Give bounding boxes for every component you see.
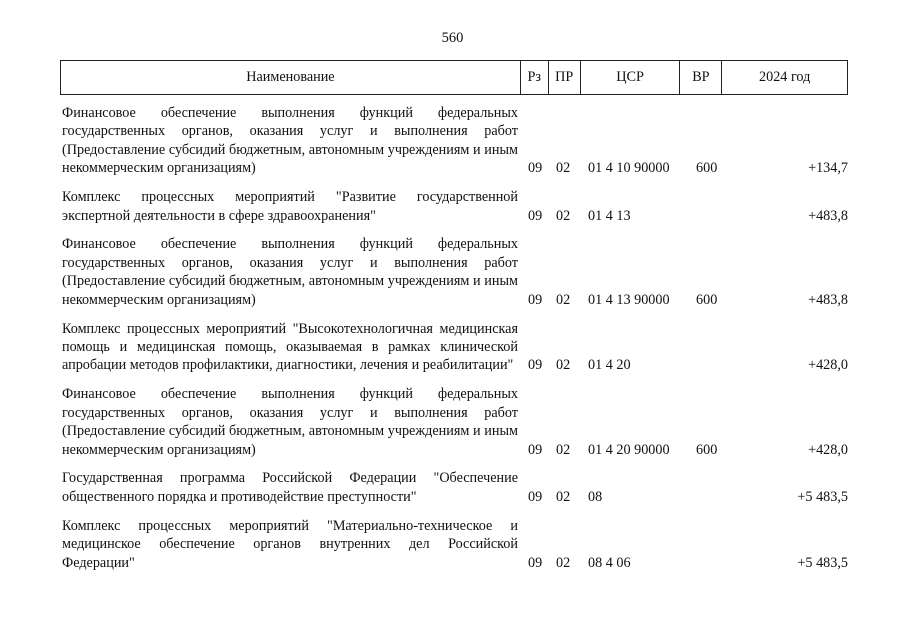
row-name: Комплекс процессных мероприятий "Развитие государственной экспертной деятельности в сфере здравоохранения" (62, 189, 518, 224)
header-rz: Рз (520, 61, 548, 94)
row-pr: 02 (556, 291, 571, 308)
row-csr: 08 4 06 (588, 554, 631, 571)
table-row (60, 517, 848, 572)
row-name: Комплекс процессных мероприятий "Высокотехнологичная медицинская помощь и медицинская помощь, оказываемая в рамках клинической апробации методов профилактики, диагностики, лечения и реабилитации" (62, 320, 518, 374)
table-row (60, 320, 848, 375)
row-name: Финансовое обеспечение выполнения функций федеральных государственных органов, оказания услуг и выполнения работ (Предоставление субсидий бюджетным, автономным учреждениям и иным некоммерческим организациям) (62, 105, 518, 177)
row-value: +483,8 (808, 207, 848, 224)
table-body (60, 104, 848, 582)
row-pr: 02 (556, 441, 571, 458)
row-rz: 09 (528, 291, 543, 308)
row-csr: 08 (588, 488, 603, 505)
table-row (60, 188, 848, 225)
row-csr: 01 4 10 90000 (588, 160, 670, 177)
row-csr: 01 4 13 (588, 207, 631, 224)
row-vr: 600 (696, 441, 718, 458)
row-rz: 09 (528, 554, 543, 571)
row-value: +134,7 (808, 160, 848, 177)
row-name: Финансовое обеспечение выполнения функций федеральных государственных органов, оказания услуг и выполнения работ (Предоставление субсидий бюджетным, автономным учреждениям и иным некоммерческим организациям) (62, 236, 518, 308)
header-pr: ПР (548, 61, 580, 94)
row-pr: 02 (556, 554, 571, 571)
row-pr: 02 (556, 207, 571, 224)
row-csr: 01 4 20 90000 (588, 441, 670, 458)
table-header (60, 60, 848, 95)
table-row (60, 235, 848, 309)
row-rz: 09 (528, 441, 543, 458)
row-csr: 01 4 20 (588, 357, 631, 374)
row-rz: 09 (528, 488, 543, 505)
row-rz: 09 (528, 160, 543, 177)
row-pr: 02 (556, 160, 571, 177)
row-value: +428,0 (808, 441, 848, 458)
table-row (60, 469, 848, 506)
row-csr: 01 4 13 90000 (588, 291, 670, 308)
row-vr: 600 (696, 291, 718, 308)
row-value: +5 483,5 (797, 488, 848, 505)
row-rz: 09 (528, 207, 543, 224)
header-name: Наименование (246, 69, 335, 85)
row-name: Государственная программа Российской Федерации "Обеспечение общественного порядка и противодействие преступности" (62, 470, 518, 505)
row-value: +428,0 (808, 357, 848, 374)
header-csr: ЦСР (580, 61, 680, 94)
row-value: +5 483,5 (797, 554, 848, 571)
row-value: +483,8 (808, 291, 848, 308)
row-name: Финансовое обеспечение выполнения функций федеральных государственных органов, оказания услуг и выполнения работ (Предоставление субсидий бюджетным, автономным учреждениям и иным некоммерческим организациям) (62, 386, 518, 458)
row-vr: 600 (696, 160, 718, 177)
row-pr: 02 (556, 357, 571, 374)
table-row (60, 104, 848, 178)
header-year: 2024 год (721, 61, 847, 94)
table-row (60, 385, 848, 459)
row-pr: 02 (556, 488, 571, 505)
row-rz: 09 (528, 357, 543, 374)
row-name: Комплекс процессных мероприятий "Материально-техническое и медицинское обеспечение органов внутренних дел Российской Федерации" (62, 517, 518, 571)
page-number: 560 (441, 30, 464, 46)
header-vr: ВР (679, 61, 721, 94)
